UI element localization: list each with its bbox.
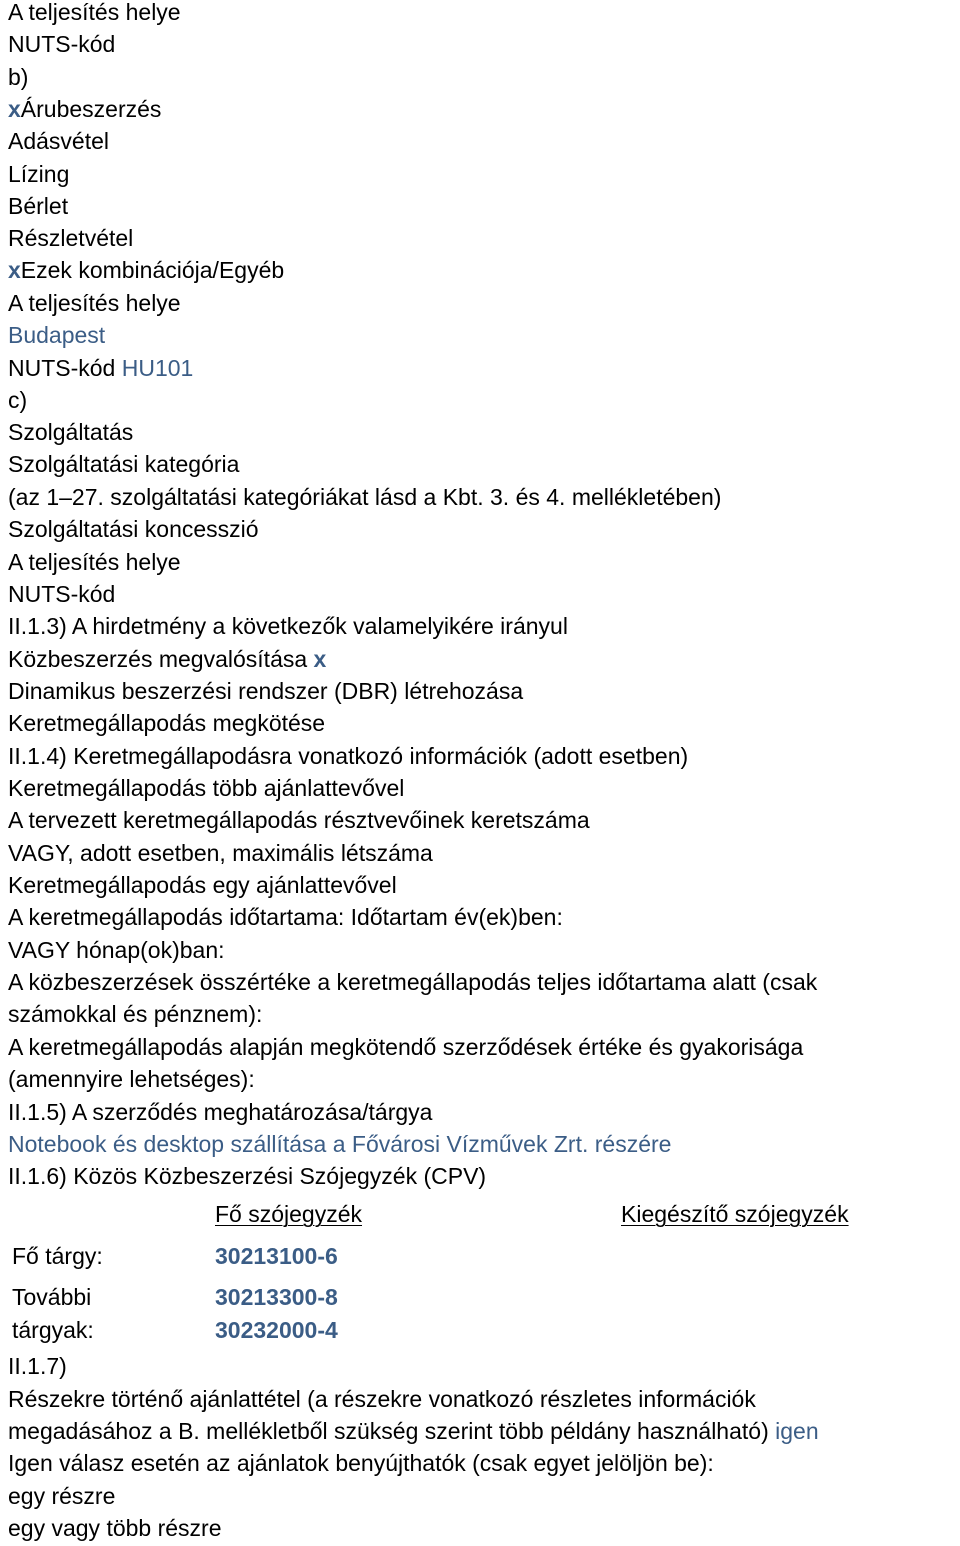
option-label: Közbeszerzés megvalósítása <box>8 646 308 672</box>
cpv-supp-header: Kiegészítő szójegyzék <box>621 1201 849 1227</box>
text-line: Keretmegállapodás megkötése <box>8 710 326 736</box>
text-line: A teljesítés helye <box>8 549 181 575</box>
text-line: A keretmegállapodás alapján megkötendő szerződések értéke és gyakorisága <box>8 1034 804 1060</box>
text-line-checked <box>8 255 284 285</box>
cpv-main-code: 30213100-6 <box>215 1243 338 1269</box>
cpv-extra-label: tárgyak: <box>12 1317 94 1343</box>
text-line: b) <box>8 64 29 90</box>
nuts-line <box>8 353 193 383</box>
parts-question: megadásához a B. mellékletből szükség szerint több példány használható) <box>8 1418 769 1444</box>
text-line-checked <box>8 644 326 674</box>
text-line: Igen válasz esetén az ajánlatok benyújthatók (csak egyet jelöljön be): <box>8 1450 714 1476</box>
cpv-main-header: Fő szójegyzék <box>215 1201 363 1227</box>
section-heading: II.1.5) A szerződés meghatározása/tárgya <box>8 1099 433 1125</box>
nuts-value: HU101 <box>121 355 194 381</box>
text-line: VAGY, adott esetben, maximális létszáma <box>8 840 433 866</box>
text-line: egy részre <box>8 1483 116 1509</box>
text-line: Keretmegállapodás több ajánlattevővel <box>8 775 405 801</box>
place-value: Budapest <box>8 322 106 348</box>
section-heading: II.1.7) <box>8 1353 67 1379</box>
section-heading: II.1.4) Keretmegállapodásra vonatkozó információk (adott esetben) <box>8 743 689 769</box>
text-line: NUTS-kód <box>8 581 116 607</box>
check-mark: x <box>8 257 21 283</box>
cpv-extra-code: 30213300-8 <box>215 1284 338 1310</box>
text-line: c) <box>8 387 28 413</box>
nuts-label: NUTS-kód <box>8 355 116 381</box>
text-line: számokkal és pénznem): <box>8 1001 263 1027</box>
text-line: Lízing <box>8 161 70 187</box>
text-line: A teljesítés helye <box>8 290 181 316</box>
text-line: Adásvétel <box>8 128 110 154</box>
text-line: Dinamikus beszerzési rendszer (DBR) létrehozása <box>8 678 524 704</box>
text-line: Keretmegállapodás egy ajánlattevővel <box>8 872 397 898</box>
text-line: VAGY hónap(ok)ban: <box>8 937 225 963</box>
check-mark: x <box>313 646 327 672</box>
text-line: Bérlet <box>8 193 69 219</box>
section-heading: II.1.3) A hirdetmény a következők valamelyikére irányul <box>8 613 568 639</box>
text-line: (amennyire lehetséges): <box>8 1066 255 1092</box>
text-line: Szolgáltatás <box>8 419 134 445</box>
text-line: Szolgáltatási kategória <box>8 451 240 477</box>
option-label: Ezek kombinációja/Egyéb <box>20 257 285 283</box>
check-mark: x <box>8 96 21 122</box>
cpv-extra-label: További <box>12 1284 92 1310</box>
text-line-checked <box>8 94 161 124</box>
section-heading: II.1.6) Közös Közbeszerzési Szójegyzék (CPV) <box>8 1163 487 1189</box>
text-line: (az 1–27. szolgáltatási kategóriákat lásd a Kbt. 3. és 4. mellékletében) <box>8 484 722 510</box>
cpv-extra-code: 30232000-4 <box>215 1317 338 1343</box>
text-line: Részletvétel <box>8 225 134 251</box>
parts-answer: igen <box>775 1418 819 1444</box>
text-line: Szolgáltatási koncesszió <box>8 516 259 542</box>
text-line: egy vagy több részre <box>8 1515 222 1541</box>
text-line: A teljesítés helye <box>8 0 181 25</box>
text-line: A tervezett keretmegállapodás résztvevőinek keretszáma <box>8 807 590 833</box>
contract-subject: Notebook és desktop szállítása a Fővárosi Vízművek Zrt. részére <box>8 1131 672 1157</box>
text-line: NUTS-kód <box>8 31 116 57</box>
cpv-main-label: Fő tárgy: <box>12 1243 103 1269</box>
text-line: Részekre történő ajánlattétel (a részekre vonatkozó részletes információk <box>8 1386 756 1412</box>
text-line: A keretmegállapodás időtartama: Időtartam év(ek)ben: <box>8 904 563 930</box>
text-line <box>8 1416 819 1446</box>
option-label: Árubeszerzés <box>20 96 162 122</box>
text-line: A közbeszerzések összértéke a keretmegállapodás teljes időtartama alatt (csak <box>8 969 818 995</box>
